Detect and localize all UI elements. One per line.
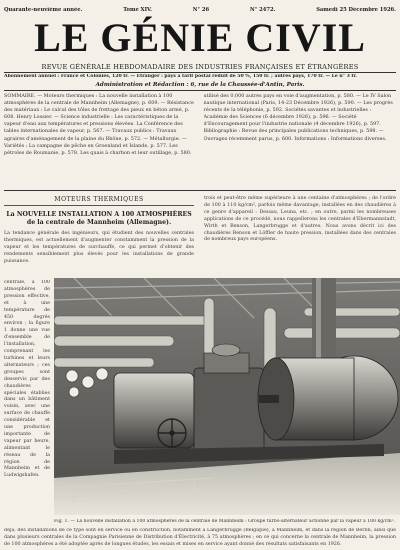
year-label: Quarante-neuvième année.	[4, 7, 83, 13]
masthead-title: LE GÉNIE CIVIL	[34, 15, 366, 60]
article-title: La NOUVELLE INSTALLATION A 100 ATMOSPHÈRES de la centrale de Mannheim (Allemagne).	[6, 211, 192, 226]
article-side-column: centrale, à 100 atmosphères de pression effective, et à une température de 450 degrés environ ; la figure 1 donne une vue d'ensemble de l'installation, comprenant les turbines et leurs alternateurs ; ces groupes sont desservis par des chaudières spéciales établies dans un bâtiment voisin, avec une surface de chauffe considérable et une production importante de vapeur par heure, alimentant le réseau de la région de Mannheim et de Ludwigshafen.	[4, 280, 50, 479]
article-continuation: déjà, des installations de ce type sont en service ou en construction, notamment à Langerbrugge (Belgique), à Mannheim, et dans la région de Berlin, ainsi que dans plusieurs centrales de la Compagnie Parisienne de Distribution d'Électricité, à 75 atmosphères ; en ce qui concerne la centrale de Mannheim, la pression de 100 atmosphères a été adoptée après de longues études, les essais et mises en service ayant donné des résultats satisfaisants en 1926.	[4, 528, 396, 547]
article-header	[4, 196, 194, 266]
divider	[4, 90, 396, 91]
article-intro: La tendance générale des ingénieurs, qui étudient des nouvelles centrales thermiques, est actuellement d'augmenter constamment la pression de la vapeur et les températures de surchauffe, ce qui permet d'obtenir des rendements sensiblement plus élevés pour les installations de grande puissance.	[4, 231, 194, 264]
divider	[4, 72, 396, 73]
subscription-line: Abonnement annuel : France et Colonies, 120 fr. — Étranger : pays à tarif postal réduit de 50 %, 150 fr. ; autres pays, 170 fr. — Le n° 3 fr.	[4, 74, 358, 79]
toc-column-left: SOMMAIRE. — Moteurs thermiques : La nouvelle installation à 100 atmosphères de la centrale de Mannheim (Allemagne), p. 609. — Résistance des matériaux : Le calcul des tôles de frettage des pieux en béton armé, p. 608. Henry Lossier. — Science industrielle : Les caractéristiques de la vapeur d'eau aux températures et pressions élevées. La Conférence des tables internationales de vapeur, p. 567. — Travaux publics : Travaux agraires d'aménagement de la plaine du Rhône, p. 572. — Métallurgie. — Variétés : La campagne de pêche en Groenland et Islande, p. 577. Les pétroles de Roumanie, p. 578. Les quais à charbon et leur outillage, p. 580.	[4, 93, 194, 156]
figure-caption: Fig. 1. — La nouvelle installation à 100 atmosphères de la centrale de Mannheim : Groupe turbo-alternateur actionné par la vapeur à 100 kg/cm².	[54, 519, 395, 524]
issue-hash: N° 2472.	[249, 7, 276, 13]
turbine-hall-illustration	[54, 278, 400, 515]
article-rubric: MOTEURS THERMIQUES	[4, 196, 194, 206]
article-right-column: trois et peut-être même supérieure à une centaine d'atmosphères ; de l'ordre de 100 à 110 kg/cm², parfois même davantage, installées en des chaudières à ce genre d'appareil : Dessau, Leuna, etc. ; en outre, parmi les nombreuses applications de ce procédé, nous rappellerons les centrales d'Ebermannstadt, Wirth et Benson, Langerbrugge et d'autres. Nous avons décrit ici des chaudières Benson et Löffler de haute pression, installées dans des centrales de nombreux pays européens.	[204, 196, 396, 243]
issue-header	[4, 7, 396, 13]
issue-date: Samedi 25 Décembre 1926.	[316, 7, 396, 13]
issue-number: N° 26	[192, 7, 210, 13]
table-of-contents	[4, 93, 396, 187]
admin-line: Administration et Rédaction : 6, rue de la Chaussée-d'Antin, Paris.	[95, 82, 305, 88]
tome-label: Tome XIV.	[123, 7, 152, 13]
turbine-photo	[54, 278, 400, 515]
toc-column-right: utilisé des 0,000 autres pays en voie d'augmentation, p. 580. — Le IV Salon nautique international (Paris, 14-23 Décembre 1926), p. 590. — Les progrès récents de la téléphonie, p. 592. Sociétés savantes et industrielles : Académie des Sciences (6 décembre 1926), p. 596. — Société d'Encouragement pour l'industrie nationale (4 décembre 1926), p. 597. Bibliographie : Revue des principales publications techniques, p. 598. — Ouvrages récemment parus, p. 600. Informations : Informations diverses.	[203, 93, 393, 142]
masthead-subtitle: REVUE GÉNÉRALE HEBDOMADAIRE DES INDUSTRIES FRANÇAISES ET ÉTRANGÈRES	[41, 63, 359, 71]
divider	[4, 190, 396, 191]
